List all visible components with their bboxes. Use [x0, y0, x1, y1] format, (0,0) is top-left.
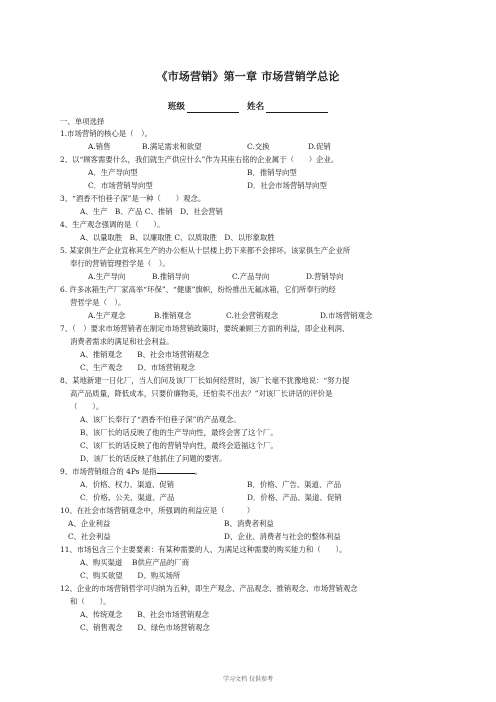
option: C、生产观念 D、市场营销观念 [80, 363, 196, 372]
option: B.满足需求和欲望 [142, 142, 202, 151]
class-blank [187, 102, 239, 113]
question-stem: 11、市场包含三个主要要素：有某种需要的人、为满足这种需要的购买能力和（ ）。 [60, 545, 347, 554]
question-stem: 5. 某家俱生产企业宣称其生产的办公柜从十层楼上扔下来都不会摔坏。该家俱生产企业所 [60, 246, 351, 255]
option: C、社会利益 [68, 532, 111, 541]
option: D．社会市场营销导向型 [247, 181, 327, 190]
question-stem-text: 9、市场营销组合的 4Ps 是指 [60, 467, 157, 476]
option: A、以量取胜 B、以廉取胜 C、以质取胜 D、以形象取胜 [80, 233, 275, 242]
option: A、购买渠道 B供应产品的厂商 [80, 558, 190, 567]
option: A、推销观念 B、社会市场营销观念 [80, 350, 210, 359]
question-stem-cont: 高产品质量，降低成本，只要价廉物美，还怕卖不出去？”对该厂长讲话的评价是 [70, 389, 333, 398]
option: D、企业、消费者与社会的整体利益 [224, 532, 341, 541]
question-stem-cont: 营哲学是（ ）。 [70, 298, 126, 307]
option: B．推销导向型 [247, 168, 297, 177]
option: A、生产 B、产品 C、推销 D、社会营销 [80, 207, 223, 216]
option: A.生产观念 [88, 311, 126, 320]
question-stem-end: 。 [194, 467, 202, 476]
option: C.产品导向 [232, 272, 270, 281]
question-stem: 12、企业的市场营销哲学可归纳为五种，即生产观念、产品观念、推销观念、市场营销观念 [60, 584, 358, 593]
option: C.社会营销观念 [226, 311, 279, 320]
option: B.推销观念 [154, 311, 192, 320]
question-stem: 7、（ ）要求市场营销者在制定市场营销政策时，要统兼顾三方面的利益，即企业利润、 [60, 324, 350, 333]
option: D.促销 [308, 142, 331, 151]
option: D.营销导向 [306, 272, 344, 281]
option: C.交换 [247, 142, 270, 151]
class-name-line [0, 100, 496, 113]
option: C．市场营销导向型 [88, 181, 153, 190]
option: A、该厂长奉行了“酒香不怕巷子深”的产品观念。 [80, 415, 241, 424]
option: A、传统观念 B、社会市场营销观念 [80, 610, 210, 619]
question-stem: 3、“酒香不怕巷子深”是一种（ ）观念。 [60, 194, 206, 203]
document-title: 《市场营销》第一章 市场营销学总论 [156, 70, 340, 83]
name-label: 姓名 [247, 102, 265, 112]
option: C、购买欲望 D、购买场所 [80, 571, 181, 580]
question-stem: 10、在社会市场营销观念中，所强调的利益应是（ ） [60, 506, 255, 515]
option: D、该厂长的话反映了他抓住了问题的要害。 [80, 454, 227, 463]
question-stem: 8、某地新建一日化厂，当人们问及该厂厂长如何经营时，该厂长毫不犹豫地说：“努力提 [60, 376, 350, 385]
answer-blank [157, 465, 195, 474]
question-stem: 2、以“顾客需要什么，我们就生产供应什么”作为其座右铭的企业属于（ ）企业。 [60, 155, 339, 164]
option: B、该厂长的话反映了他的生产导向性，最终会害了这个厂。 [80, 428, 278, 437]
option: A．价格、权力、渠道、促销 [80, 480, 175, 489]
name-blank [266, 102, 328, 113]
option: B、消费者利益 [224, 519, 274, 528]
option: C、该厂长的话反映了他的营销导向性，最终会造福这个厂。 [80, 441, 278, 450]
option: A、企业利益 [68, 519, 111, 528]
question-stem: 6. 许多冰箱生产厂家高举“环保”、“健康”旗帜，纷纷推出无氟冰箱，它们所奉行的经 [60, 285, 336, 294]
page-footer: 学习文档 仅供参考 [223, 676, 273, 683]
question-stem [60, 465, 446, 478]
option: C、销售观念 D、绿色市场营销观念 [80, 623, 210, 632]
question-stem-cont: 奉行的营销管理哲学是（ ）。 [70, 259, 170, 268]
option: B．价格、广告、渠道、产品 [247, 480, 342, 489]
option: C．价格、公关、渠道、产品 [80, 493, 175, 502]
option: D．价格、产品、渠道、促销 [247, 493, 342, 502]
section-heading: 一、单项选择 [60, 117, 105, 126]
option: A．生产导向型 [88, 168, 138, 177]
class-label: 班级 [167, 102, 185, 112]
question-stem: 4、生产观念强调的是（ ）。 [60, 220, 165, 229]
option: B.推销导向 [152, 272, 190, 281]
question-stem-cont: 和（ ）。 [70, 597, 111, 606]
question-stem: 1.市场营销的核心是（ ）。 [60, 129, 153, 138]
question-stem-cont: 消费者需求的满足和社会利益。 [70, 337, 174, 346]
option: D.市场营销观念 [320, 311, 373, 320]
option: A.销售 [88, 142, 111, 151]
option: A.生产导向 [88, 272, 126, 281]
question-stem-cont: （ ）。 [70, 402, 104, 411]
